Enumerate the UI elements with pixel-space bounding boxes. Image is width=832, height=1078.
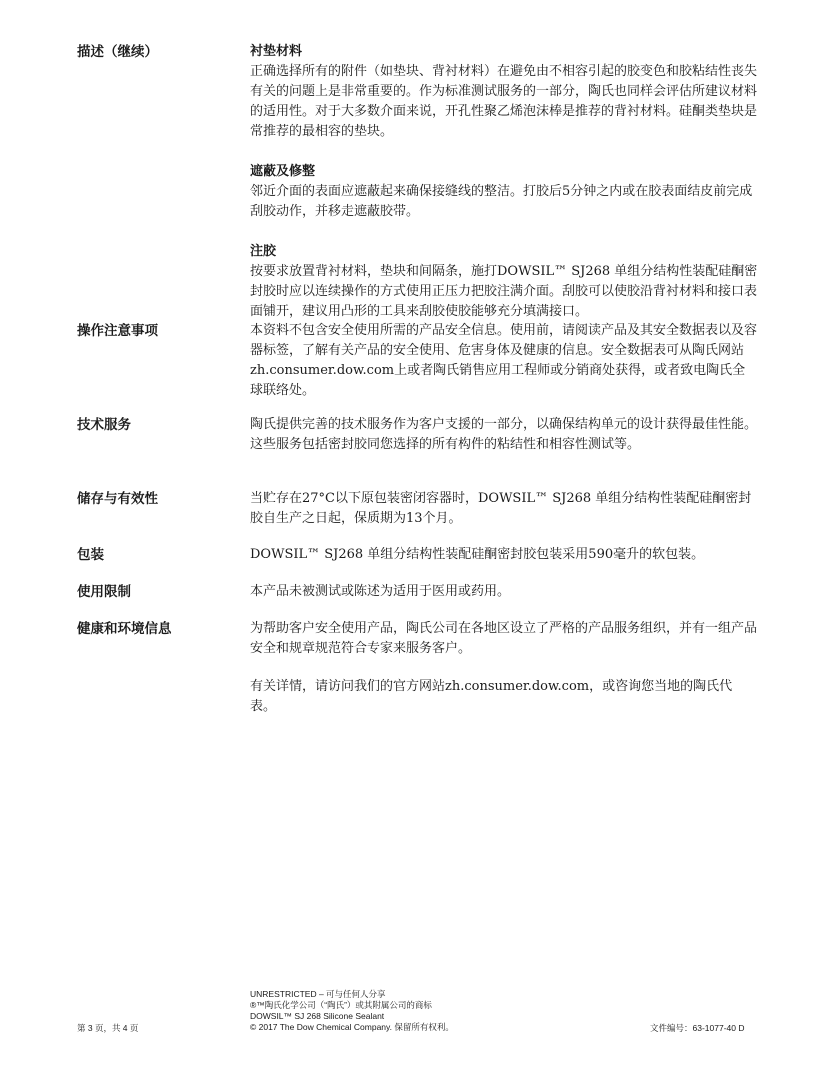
section-body-handling xyxy=(250,321,758,401)
footer-unrestricted: UNRESTRICTED – 可与任何人分享 xyxy=(250,989,386,999)
page-footer xyxy=(0,989,832,1049)
footer-page-number: 第 3 页，共 4 页 xyxy=(77,1023,139,1033)
footer-copyright: © 2017 The Dow Chemical Company. 保留所有权利。 xyxy=(250,1022,454,1032)
subheading-backing: 衬垫材料 xyxy=(250,44,303,59)
section-body-packaging xyxy=(250,545,758,565)
section-body-tech-service xyxy=(250,415,758,455)
footer-product-name: DOWSIL™ SJ 268 Silicone Sealant xyxy=(250,1011,385,1021)
section-body-storage xyxy=(250,489,758,529)
paragraph-handling: 本资料不包含安全使用所需的产品安全信息。使用前，请阅读产品及其安全数据表以及容器标签，了解有关产品的安全使用、危害身体及健康的信息。安全数据表可从陶氏网站zh.consumer.dow.com上或者陶氏销售应用工程师或分销商处获得，或者致电陶氏全球联络处。 xyxy=(250,323,758,398)
footer-legal-block xyxy=(250,989,454,1033)
section-label-limitations: 使用限制 xyxy=(77,584,131,600)
section-label-packaging: 包装 xyxy=(77,547,104,563)
section-label-tech-service: 技术服务 xyxy=(77,417,131,433)
subheading-injection: 注胶 xyxy=(250,244,277,259)
paragraph-backing: 正确选择所有的附件（如垫块、背衬材料）在避免由不相容引起的胶变色和胶粘结性丧失有关的问题上是非常重要的。作为标准测试服务的一部分，陶氏也同样会评估所建议材料的适用性。对于大多数介面来说，开孔性聚乙烯泡沫棒是推荐的背衬材料。硅酮类垫块是常推荐的最相容的垫块。 xyxy=(250,64,758,139)
paragraph-storage: 当贮存在27°C以下原包装密闭容器时，DOWSIL™ SJ268 单组分结构性装配硅酮密封胶自生产之日起，保质期为13个月。 xyxy=(250,491,752,526)
subheading-masking: 遮蔽及修整 xyxy=(250,164,316,179)
section-label-description: 描述（继续） xyxy=(77,44,158,60)
footer-trademark: ®™陶氏化学公司（“陶氏”）或其附属公司的商标 xyxy=(250,1000,432,1010)
section-label-handling: 操作注意事项 xyxy=(77,323,158,339)
section-body-description xyxy=(250,42,758,322)
paragraph-injection: 按要求放置背衬材料，垫块和间隔条，施打DOWSIL™ SJ268 单组分结构性装配硅酮密封胶时应以连续操作的方式使用正压力把胶注满介面。刮胶可以使胶沿背衬材料和接口表面铺开，建议用凸形的工具来刮胶使胶能够充分填满接口。 xyxy=(250,264,758,319)
paragraph-health-details: 有关详情，请访问我们的官方网站zh.consumer.dow.com，或咨询您当地的陶氏代表。 xyxy=(250,679,733,714)
paragraph-health: 为帮助客户安全使用产品，陶氏公司在各地区设立了严格的产品服务组织，并有一组产品安全和规章规范符合专家来服务客户。 xyxy=(250,621,758,656)
footer-doc-number: 文件编号：63-1077-40 D xyxy=(650,1023,745,1033)
section-label-health: 健康和环境信息 xyxy=(77,621,172,637)
paragraph-limitations: 本产品未被测试或陈述为适用于医用或药用。 xyxy=(250,584,511,599)
paragraph-packaging: DOWSIL™ SJ268 单组分结构性装配硅酮密封胶包装采用590毫升的软包装。 xyxy=(250,547,705,562)
section-label-storage: 储存与有效性 xyxy=(77,491,158,507)
paragraph-masking: 邻近介面的表面应遮蔽起来确保接缝线的整洁。打胶后5分钟之内或在胶表面结皮前完成刮胶动作，并移走遮蔽胶带。 xyxy=(250,184,753,219)
section-body-limitations xyxy=(250,582,758,602)
paragraph-tech-service: 陶氏提供完善的技术服务作为客户支援的一部分，以确保结构单元的设计获得最佳性能。这些服务包括密封胶同您选择的所有构件的粘结性和相容性测试等。 xyxy=(250,417,758,452)
section-body-health xyxy=(250,619,758,717)
